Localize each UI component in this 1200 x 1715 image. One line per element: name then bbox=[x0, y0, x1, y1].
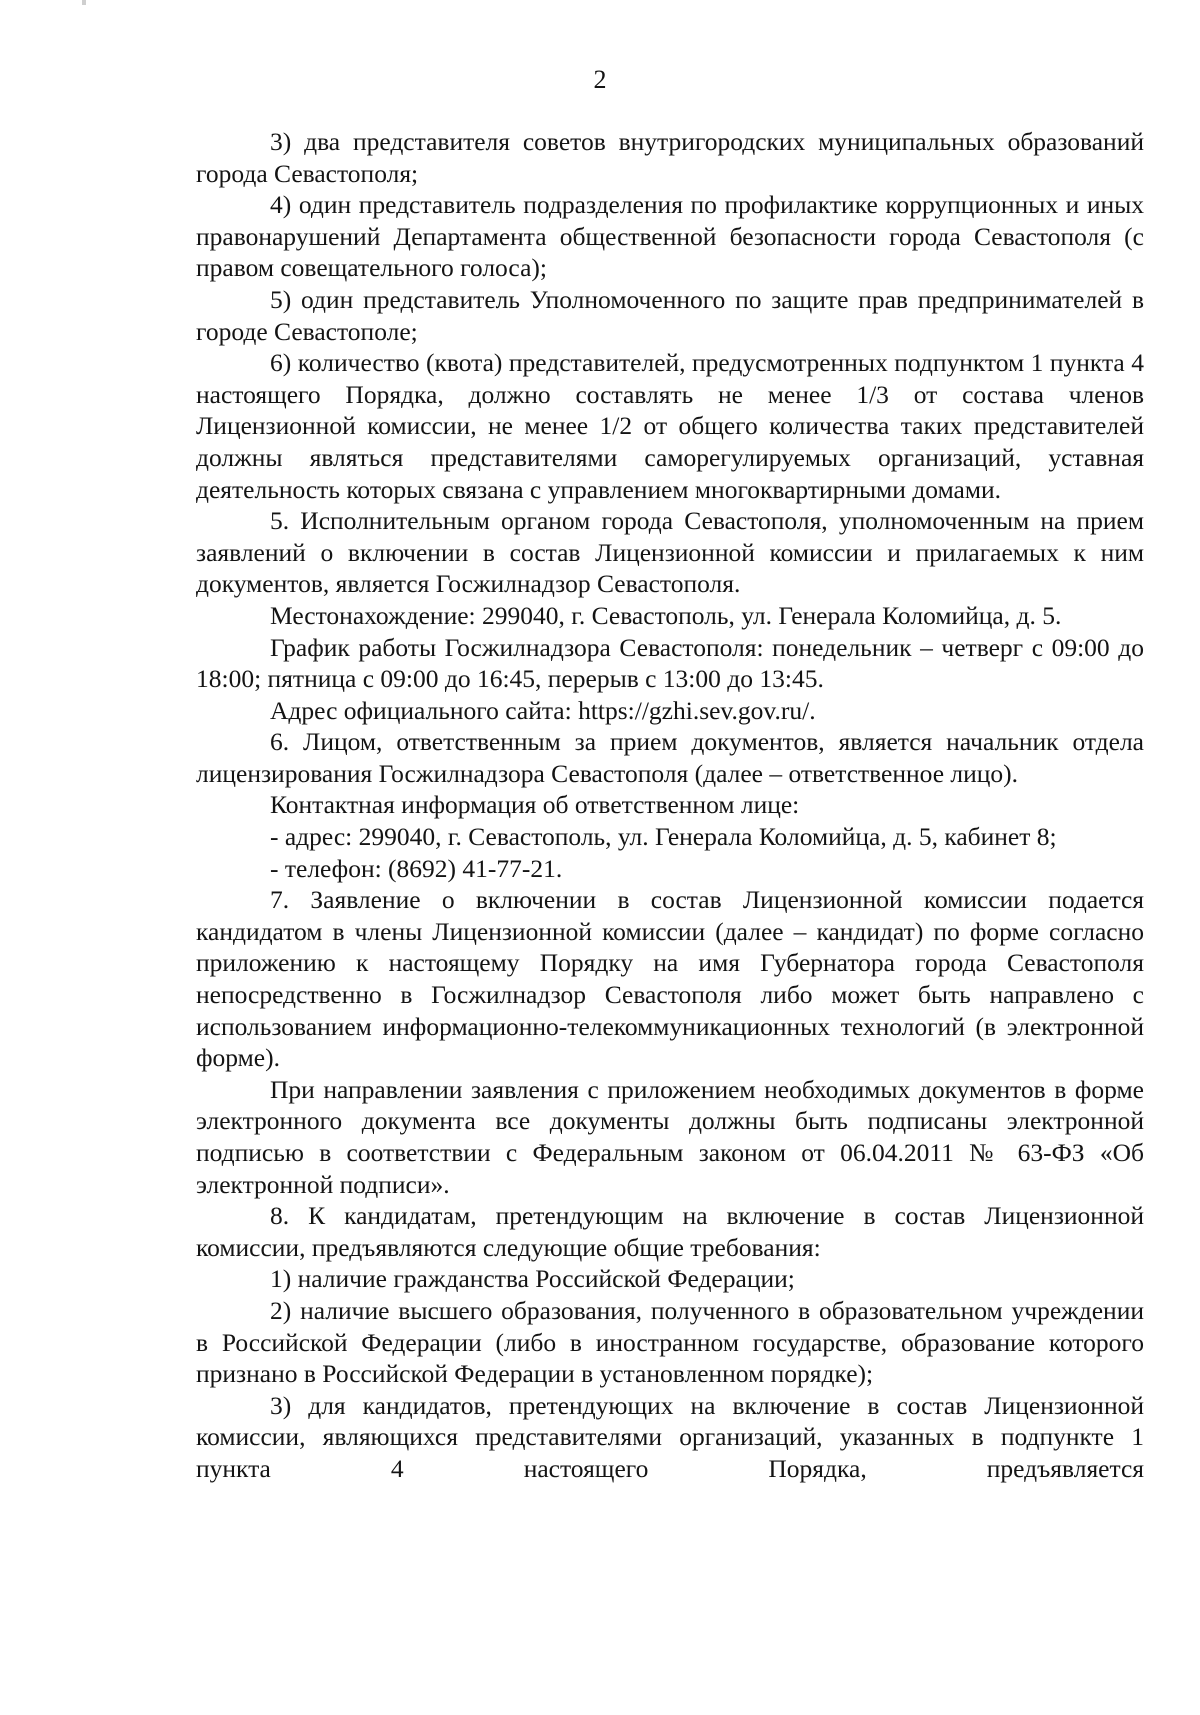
paragraph-req-2: 2) наличие высшего образования, полученного в образовательном учреждении в Российской Федерации (либо в иностранном государстве, образование которого признано в Российской Федерации в установленном порядке); bbox=[196, 1295, 1144, 1389]
paragraph-website: Адрес официального сайта: https://gzhi.sev.gov.ru/. bbox=[270, 695, 816, 725]
paragraph-schedule: График работы Госжилнадзора Севастополя: понедельник – четверг с 09:00 до 18:00; пятница с 09:00 до 16:45, перерыв с 13:00 до 13:45. bbox=[196, 632, 1144, 694]
paragraph-clause-8: 8. К кандидатам, претендующим на включение в состав Лицензионной комиссии, предъявляются следующие общие требования: bbox=[196, 1201, 1144, 1262]
paragraph-item-4: 4) один представитель подразделения по профилактике коррупционных и иных правонарушений Департамента общественной безопасности города Севастополя (с правом совещательного голоса); bbox=[196, 190, 1144, 283]
paragraph-contact-heading: Контактная информация об ответственном лице: bbox=[270, 790, 800, 820]
paragraph-electronic: При направлении заявления с приложением необходимых документов в форме электронного документа все документы должны быть подписаны электронной подписью в соответствии с Федеральным законом от 06.04.2011 № 63-ФЗ «Об электронной подписи». bbox=[196, 1074, 1144, 1199]
paragraph-clause-6: 6. Лицом, ответственным за прием документов, является начальник отдела лицензирования Госжилнадзора Севастополя (далее – ответственное лицо). bbox=[196, 727, 1144, 788]
page-number: 2 bbox=[593, 65, 607, 94]
paragraph-req-3: 3) для кандидатов, претендующих на включение в состав Лицензионной комиссии, являющихся представителями организаций, указанных в подпункте 1 пункта 4 настоящего Порядка, предъявляется bbox=[196, 1390, 1144, 1483]
document-body bbox=[196, 126, 1144, 1485]
paragraph-location: Местонахождение: 299040, г. Севастополь, ул. Генерала Коломийца, д. 5. bbox=[270, 600, 1062, 630]
paragraph-item-6: 6) количество (квота) представителей, предусмотренных подпунктом 1 пункта 4 настоящего Порядка, должно составлять не менее 1/3 от состава членов Лицензионной комиссии, не менее 1/2 от общего количества таких представителей должны являться представителями саморегулируемых организаций, уставная деятельность которых связана с управлением многоквартирными домами. bbox=[196, 348, 1144, 504]
paragraph-clause-5: 5. Исполнительным органом города Севастополя, уполномоченным на прием заявлений о включении в состав Лицензионной комиссии и прилагаемых к ним документов, является Госжилнадзор Севастополя. bbox=[196, 506, 1144, 599]
scan-mark bbox=[82, 0, 86, 5]
paragraph-clause-7: 7. Заявление о включении в состав Лицензионной комиссии подается кандидатом в члены Лицензионной комиссии (далее – кандидат) по форме согласно приложению к настоящему Порядку на имя Губернатора города Севастополя непосредственно в Госжилнадзор Севастополя либо может быть направлено с использованием информационно-телекоммуникационных технологий (в электронной форме). bbox=[196, 885, 1144, 1073]
paragraph-item-5: 5) один представитель Уполномоченного по защите прав предпринимателей в городе Севастополе; bbox=[196, 284, 1144, 346]
paragraph-contact-phone: - телефон: (8692) 41-77-21. bbox=[270, 853, 563, 883]
paragraph-contact-address: - адрес: 299040, г. Севастополь, ул. Генерала Коломийца, д. 5, кабинет 8; bbox=[270, 822, 1057, 852]
paragraph-item-3: 3) два представителя советов внутригородских муниципальных образований города Севастополя; bbox=[196, 127, 1144, 188]
paragraph-req-1: 1) наличие гражданства Российской Федерации; bbox=[270, 1264, 795, 1294]
